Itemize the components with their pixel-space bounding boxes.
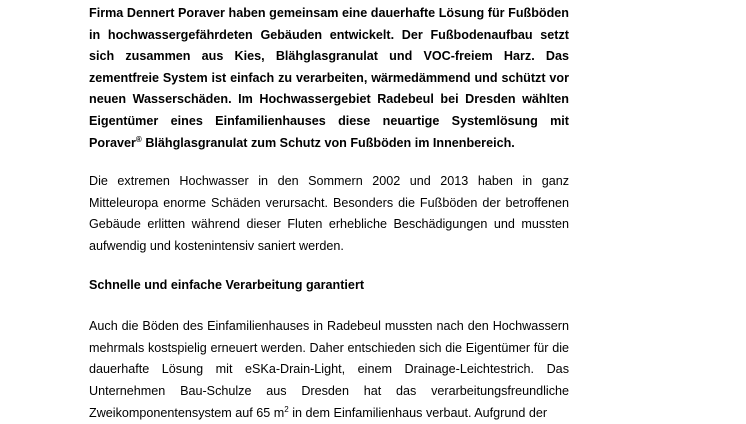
registered-mark: ® (135, 134, 142, 144)
lead-text-end: Blähglasgranulat zum Schutz von Fußböden im Innenbereich. (141, 135, 515, 150)
superscript-two: 2 (284, 404, 289, 414)
paragraph-flood-history: Die extremen Hochwasser in den Sommern 2002 und 2013 haben in ganz Mitteleuropa enorme Schäden verursacht. Besonders die Fußböden der betroffenen Gebäude erlitten während dieser Fluten erhebliche Beschädigungen und mussten aufwendig und kostenintensiv saniert werden. (89, 174, 569, 253)
section-heading: Schnelle und einfache Verarbeitung garantiert (89, 277, 365, 292)
paragraph-radebeul-text: Auch die Böden des Einfamilienhauses in Radebeul mussten nach den Hochwassern mehrmals kostspielig erneuert werden. Daher entschieden sich die Eigentümer für die dauerhafte Lösung mit eSKa-Drain-Light, einem Drainage-Leichtestrich. Das Unternehmen Bau-Schulze aus Dresden hat das verarbeitungsfreundliche Zweikomponentensystem auf 65 m (89, 319, 569, 420)
lead-text: Firma Dennert Poraver haben gemeinsam eine dauerhafte Lösung für Fußböden in hochwassergefährdeten Gebäuden entwickelt. Der Fußbodenaufbau setzt sich zusammen aus Kies, Blähglasgranulat und VOC-freiem Harz. Das zementfreie System ist einfach zu verarbeiten, wärmedämmend und schützt vor neuen Wasserschäden. Im Hochwassergebiet Radebeul bei Dresden wählten Eigentümer eines Einfamilienhauses diese neuartige Systemlösung mit Poraver (89, 6, 569, 150)
document-body (89, 3, 569, 424)
lead-paragraph (89, 3, 569, 154)
paragraph-radebeul (89, 316, 569, 424)
paragraph-radebeul-text-end: in dem Einfamilienhaus verbaut. Aufgrund der (288, 405, 548, 420)
